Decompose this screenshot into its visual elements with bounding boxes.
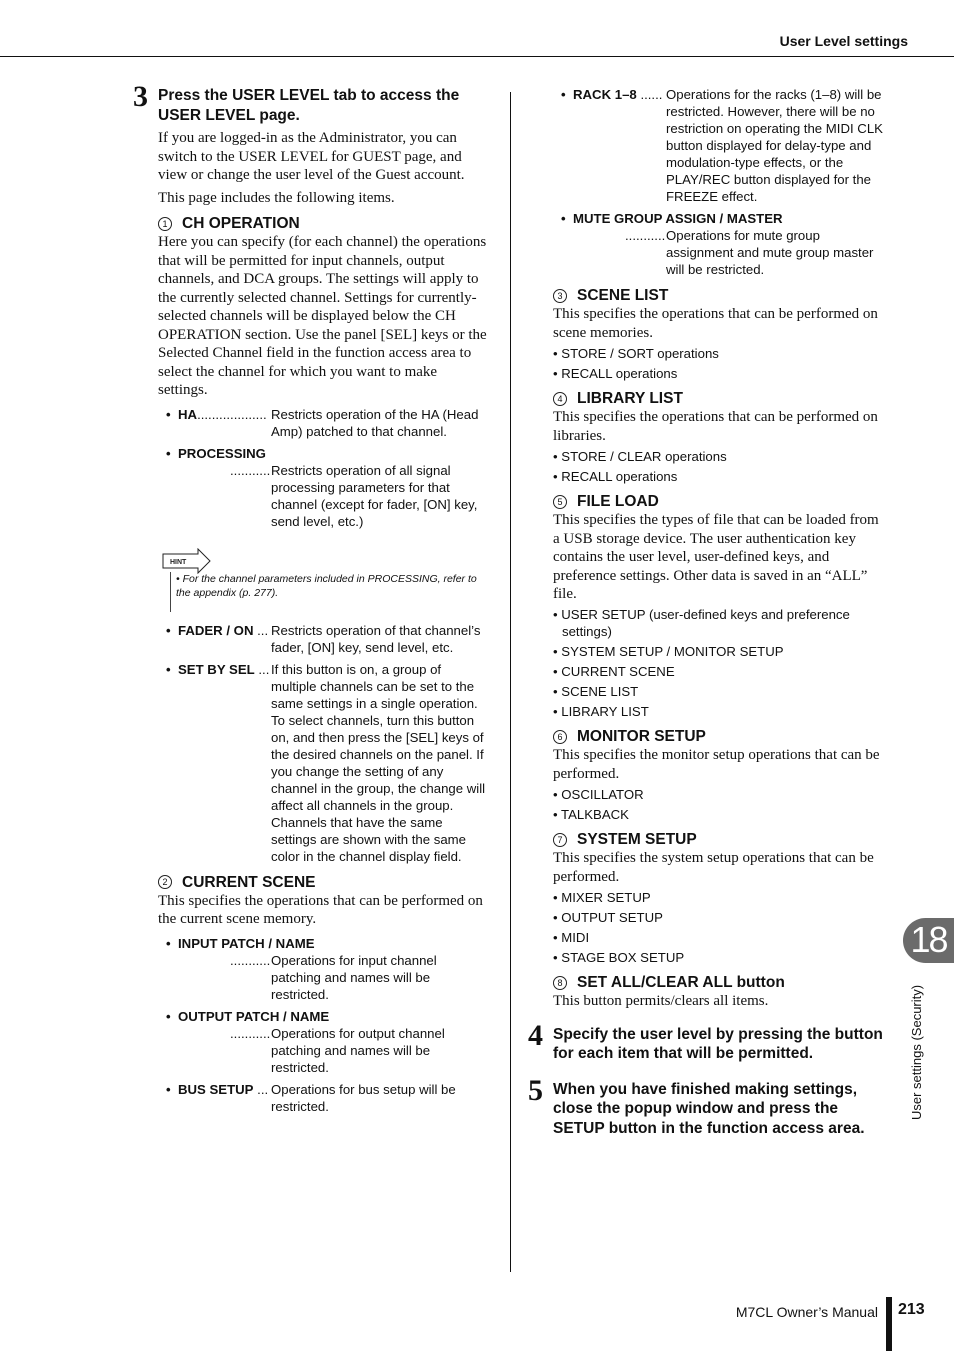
item-term: RACK 1–8 xyxy=(573,87,637,102)
item-term: MUTE GROUP ASSIGN / MASTER xyxy=(573,211,783,226)
list-item: • MIXER SETUP xyxy=(553,889,651,905)
item-bus-setup: • BUS SETUP ... Operations for bus setup will be restricted. xyxy=(158,1081,490,1115)
step-title: Specify the user level by pressing the button for each item that will be permitted. xyxy=(553,1025,883,1062)
running-header: User Level settings xyxy=(779,33,908,49)
hint-label: HINT xyxy=(170,558,187,566)
section-heading-system-setup xyxy=(553,830,887,849)
circled-number: 7 xyxy=(553,833,567,847)
list-item: • RECALL operations xyxy=(553,468,678,484)
item-desc: Operations for the racks (1–8) will be restricted. However, there will be no restriction on operating the MIDI CLK button displayed for delay-type and modulation-type effects, or the PLAY/REC button displayed for the FREEZE effect. xyxy=(666,87,883,204)
step-number: 3 xyxy=(133,80,148,113)
item-desc: Restricts operation of that channel’s fader, [ON] key, send level, etc. xyxy=(271,622,481,655)
item-desc: Restricts operation of all signal processing parameters for that channel (except for fader, [ON] key, send level, etc.) xyxy=(271,462,478,529)
paragraph: This specifies the monitor setup operations that can be performed. xyxy=(553,747,880,782)
item-desc: Operations for mute group assignment and mute group master will be restricted. xyxy=(666,228,874,277)
circled-number: 5 xyxy=(553,495,567,509)
section-heading-scene-list xyxy=(553,286,887,305)
section-title: FILE LOAD xyxy=(577,493,659,510)
item-term: BUS SETUP xyxy=(178,1081,254,1097)
item-desc: Operations for input channel patching and names will be restricted. xyxy=(271,952,437,1002)
footer-bar xyxy=(886,1297,892,1351)
circled-number: 8 xyxy=(553,976,567,990)
chapter-side-label: User settings (Security) xyxy=(909,984,924,1120)
paragraph: This specifies the operations that can be performed on the current scene memory. xyxy=(158,892,483,927)
paragraph: This button permits/clears all items. xyxy=(553,993,769,1009)
left-column xyxy=(133,80,490,1115)
list-item: • STORE / CLEAR operations xyxy=(553,448,727,464)
item-desc: Operations for bus setup will be restricted. xyxy=(271,1081,456,1114)
item-output-patch: • OUTPUT PATCH / NAME ........... Operations for output channel patching and names will be restricted. xyxy=(158,1008,490,1076)
step-3 xyxy=(133,80,490,125)
item-term: PROCESSING xyxy=(178,445,266,461)
list-item: • TALKBACK xyxy=(553,806,629,822)
item-processing: • PROCESSING ........... Restricts operation of all signal processing parameters for that channel (except for fader, [ON] key, send level, etc.) xyxy=(158,445,490,530)
paragraph: This page includes the following items. xyxy=(158,189,395,206)
step-title: Press the USER LEVEL tab to access the USER LEVEL page. xyxy=(158,87,460,124)
header-rule xyxy=(0,56,954,57)
hint-box: HINT • For the channel parameters included in PROCESSING, refer to the appendix (p. 277). xyxy=(164,548,490,610)
section-heading-current-scene xyxy=(158,873,490,892)
item-set-by-sel: • SET BY SEL ... If this button is on, a group of multiple channels can be set to the same settings in a single operation. To select channels, turn this button on, and then press the [SEL] keys of the desired channels on the panel. If you change the setting of any channel in the group, the change will affect all channels in the group. Channels that have the same settings are shown with the same color in the channel display field. xyxy=(158,661,490,865)
step-number: 4 xyxy=(528,1018,543,1052)
item-mute-group: • MUTE GROUP ASSIGN / MASTER ........... Operations for mute group assignment and mute group master will be restricted. xyxy=(553,210,887,278)
paragraph: This specifies the operations that can be performed on scene memories. xyxy=(553,306,878,341)
page-number: 213 xyxy=(898,1301,925,1318)
column-divider xyxy=(510,92,511,1272)
list-item: • LIBRARY LIST xyxy=(553,703,649,719)
step-number: 5 xyxy=(528,1073,543,1107)
item-desc: Operations for output channel patching and names will be restricted. xyxy=(271,1025,445,1075)
list-item: • STORE / SORT operations xyxy=(553,345,719,361)
chapter-number: 18 xyxy=(910,919,947,960)
section-title: MONITOR SETUP xyxy=(577,728,706,745)
section-title: CH OPERATION xyxy=(182,215,300,232)
circled-number: 2 xyxy=(158,875,172,889)
item-ha: • HA................... Restricts operation of the HA (Head Amp) patched to that channel. xyxy=(158,406,490,440)
section-title: LIBRARY LIST xyxy=(577,390,683,407)
step-4 xyxy=(528,1018,887,1064)
hint-text: For the channel parameters included in PROCESSING, refer to the appendix (p. 277). xyxy=(176,572,477,599)
hint-tag-icon xyxy=(162,548,212,574)
list-item: • SCENE LIST xyxy=(553,683,639,699)
item-input-patch: • INPUT PATCH / NAME ........... Operations for input channel patching and names will be restricted. xyxy=(158,935,490,1003)
paragraph: This specifies the types of file that can be loaded from a USB storage device. The user authentication key contains the user level, user-defined keys, and preference settings. Other data is saved in an “ALL” file. xyxy=(553,512,879,602)
section-heading-library-list xyxy=(553,389,887,408)
section-heading-set-all xyxy=(553,973,887,992)
section-title: SYSTEM SETUP xyxy=(577,831,697,848)
section-heading-file-load xyxy=(553,492,887,511)
circled-number: 1 xyxy=(158,217,172,231)
footer-manual-title: M7CL Owner’s Manual xyxy=(735,1304,878,1320)
paragraph: This specifies the operations that can be performed on libraries. xyxy=(553,409,878,444)
step-5 xyxy=(528,1073,887,1139)
item-term: HA xyxy=(178,406,198,422)
list-item: • OSCILLATOR xyxy=(553,786,644,802)
paragraph: Here you can specify (for each channel) the operations that will be permitted for input channels, output channels, and DCA groups. The settings will apply to the currently selected channel. Settings for currently-selected channels will be displayed below the CH OPERATION section. Use the panel [SEL] keys or the Selected Channel field in the function access area to select the channel for which you want to make settings. xyxy=(158,234,487,398)
section-heading-monitor-setup xyxy=(553,727,887,746)
step-title: When you have finished making settings, close the popup window and press the SETUP button in the function access area. xyxy=(553,1080,865,1137)
list-item: • CURRENT SCENE xyxy=(553,663,675,679)
item-term: SET BY SEL xyxy=(178,661,255,677)
item-term: INPUT PATCH / NAME xyxy=(178,935,315,951)
list-item: • RECALL operations xyxy=(553,365,678,381)
section-title: SCENE LIST xyxy=(577,287,669,304)
list-item: • STAGE BOX SETUP xyxy=(553,949,685,965)
list-item: • USER SETUP (user-defined keys and preference settings) xyxy=(553,607,850,639)
item-term: OUTPUT PATCH / NAME xyxy=(178,1008,330,1024)
paragraph: If you are logged-in as the Administrator, you can switch to the USER LEVEL for GUEST page, and view or change the user level of the Guest account. xyxy=(158,130,465,183)
item-rack: • RACK 1–8 ...... Operations for the racks (1–8) will be restricted. However, there will be no restriction on operating the MIDI CLK button displayed for delay-type and modulation-type effects, or the PLAY/REC button displayed for the FREEZE effect. xyxy=(553,86,887,205)
paragraph: This specifies the system setup operations that can be performed. xyxy=(553,850,874,885)
item-desc: Restricts operation of the HA (Head Amp) patched to that channel. xyxy=(271,406,479,439)
list-item: • MIDI xyxy=(553,929,590,945)
item-fader-on: • FADER / ON ... Restricts operation of that channel’s fader, [ON] key, send level, etc. xyxy=(158,622,490,656)
section-title: CURRENT SCENE xyxy=(182,873,316,891)
list-item: • SYSTEM SETUP / MONITOR SETUP xyxy=(553,643,784,659)
circled-number: 3 xyxy=(553,289,567,303)
section-heading-ch-operation xyxy=(158,214,490,233)
item-term: FADER / ON xyxy=(178,622,254,638)
item-desc: If this button is on, a group of multiple channels can be set to the same settings in a single operation. To select channels, turn this button on, and then press the [SEL] keys of the desired channels on the panel. If you change the setting of any channel in the group, the change will affect all channels in the group. Channels that have the same settings are shown with the same color in the channel display field. xyxy=(271,661,486,864)
circled-number: 4 xyxy=(553,392,567,406)
circled-number: 6 xyxy=(553,730,567,744)
section-title: SET ALL/CLEAR ALL button xyxy=(577,974,785,991)
right-column xyxy=(528,86,887,1138)
list-item: • OUTPUT SETUP xyxy=(553,909,663,925)
